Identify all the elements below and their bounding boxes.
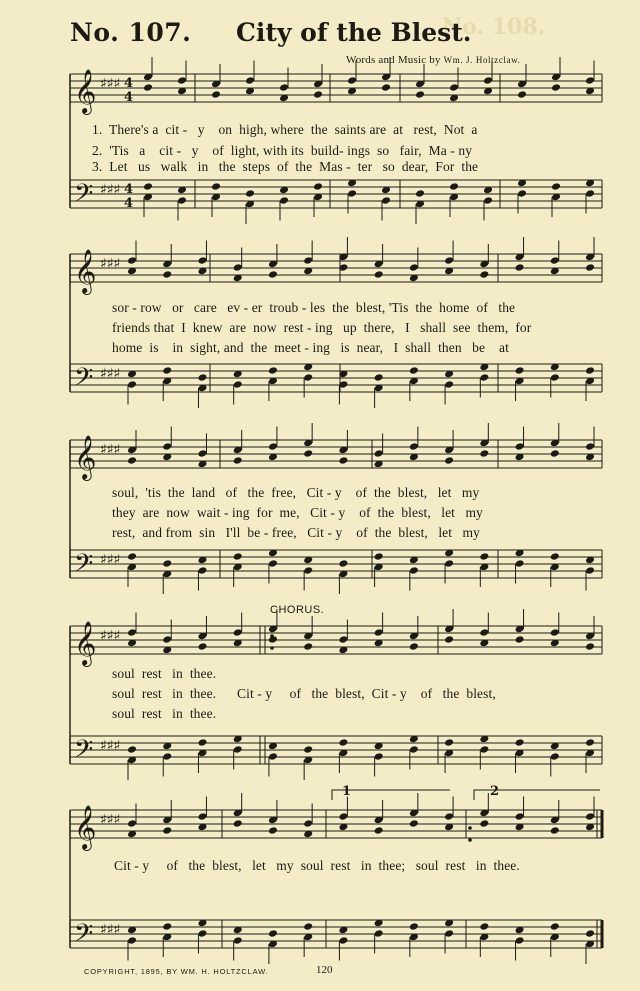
notehead — [197, 566, 207, 575]
notehead — [197, 449, 207, 458]
notehead — [303, 642, 313, 651]
bass-clef-icon: 𝄢 — [74, 919, 94, 954]
notehead — [162, 752, 172, 761]
notehead — [338, 559, 348, 568]
notehead — [483, 76, 493, 85]
notehead — [515, 559, 525, 568]
notehead — [279, 83, 289, 92]
notehead — [162, 922, 172, 931]
lyric-s4-v3: soul rest in thee. — [112, 706, 217, 721]
notehead — [550, 922, 560, 931]
notehead — [374, 449, 384, 458]
repeat-dot — [468, 838, 472, 842]
notehead — [585, 566, 595, 575]
notehead — [197, 812, 207, 821]
notehead — [409, 366, 419, 375]
notehead — [409, 819, 419, 828]
notehead — [550, 826, 560, 835]
notehead — [585, 366, 595, 375]
lyric-s5-v1: Cit - y of the blest, let my soul rest in thee; soul rest in thee. — [114, 858, 520, 873]
notehead — [409, 922, 419, 931]
hymn-number: No. 107. — [70, 18, 192, 47]
first-ending-label: 1 — [342, 784, 352, 799]
notehead — [585, 812, 595, 821]
key-signature-icon: ♯♯♯ — [100, 738, 121, 754]
notehead — [479, 745, 489, 754]
lyric-s2-v1: sor - row or care ev - er troub - les the blest, 'Tis the home of the — [112, 300, 516, 315]
notehead — [515, 442, 525, 451]
credit-prefix: Words and Music by — [346, 54, 444, 66]
key-signature-icon: ♯♯♯ — [100, 76, 121, 92]
notehead — [479, 552, 489, 561]
notehead — [444, 256, 454, 265]
notehead — [409, 566, 419, 575]
treble-clef-icon: 𝄞 — [74, 249, 97, 293]
lyric-s1-v3: 3. Let us walk in the steps of the Mas - ter so dear, For the — [92, 159, 479, 174]
notehead — [551, 182, 561, 191]
key-signature-icon: ♯♯♯ — [100, 256, 121, 272]
notehead — [303, 922, 313, 931]
lyric-s4-v1: soul rest in thee. — [112, 666, 217, 681]
notehead — [127, 456, 137, 465]
bass-clef-icon: 𝄢 — [74, 549, 94, 584]
notehead — [517, 90, 527, 99]
notehead — [585, 929, 595, 938]
notehead — [338, 936, 348, 945]
notehead — [233, 263, 243, 272]
notehead — [585, 263, 595, 272]
copyright-notice: COPYRIGHT, 1895, BY WM. H. HOLTZCLAW. — [84, 967, 269, 976]
notehead — [479, 373, 489, 382]
notehead — [233, 380, 243, 389]
lyric-s3-v3: rest, and from sin I'll be - free, Cit - y of the blest, let my — [112, 525, 481, 540]
notehead — [347, 76, 357, 85]
notehead — [409, 442, 419, 451]
notehead — [313, 182, 323, 191]
notehead — [585, 76, 595, 85]
notehead — [585, 642, 595, 651]
notehead — [338, 635, 348, 644]
notehead — [515, 738, 525, 747]
notehead — [233, 552, 243, 561]
notehead — [303, 256, 313, 265]
notehead — [415, 90, 425, 99]
notehead — [444, 380, 454, 389]
lyric-s3-v1: soul, 'tis the land of the free, Cit - y of the blest, let my — [112, 485, 480, 500]
notehead — [233, 745, 243, 754]
notehead — [374, 826, 384, 835]
notehead — [374, 628, 384, 637]
notehead — [233, 819, 243, 828]
notehead — [374, 552, 384, 561]
repeat-dot — [468, 826, 472, 830]
treble-clef-icon: 𝄞 — [74, 435, 97, 479]
notehead — [211, 182, 221, 191]
time-signature: 4 — [124, 196, 134, 211]
notehead — [268, 366, 278, 375]
repeat-dot — [270, 646, 274, 650]
lyric-s2-v2: friends that I knew are now rest - ing up there, I shall see them, for — [112, 320, 532, 335]
notehead — [550, 752, 560, 761]
notehead — [127, 380, 137, 389]
notehead — [162, 635, 172, 644]
notehead — [479, 922, 489, 931]
notehead — [303, 373, 313, 382]
notehead — [162, 366, 172, 375]
notehead — [381, 83, 391, 92]
notehead — [550, 373, 560, 382]
notehead — [515, 812, 525, 821]
notehead — [268, 442, 278, 451]
repeat-dot — [270, 634, 274, 638]
notehead — [338, 812, 348, 821]
notehead — [127, 745, 137, 754]
treble-clef-icon: 𝄞 — [74, 805, 97, 849]
notehead — [479, 449, 489, 458]
notehead — [245, 189, 255, 198]
notehead — [162, 826, 172, 835]
notehead — [374, 752, 384, 761]
notehead — [268, 826, 278, 835]
notehead — [585, 442, 595, 451]
lyric-s1-v2: 2. 'Tis a cit - y of light, with its build- ings so fair, Ma - ny — [92, 143, 473, 158]
notehead — [303, 566, 313, 575]
key-signature-icon: ♯♯♯ — [100, 182, 121, 198]
key-signature-icon: ♯♯♯ — [100, 366, 121, 382]
notehead — [127, 628, 137, 637]
notehead — [211, 90, 221, 99]
notehead — [303, 745, 313, 754]
notehead — [268, 270, 278, 279]
notehead — [268, 752, 278, 761]
notehead — [444, 929, 454, 938]
notehead — [585, 189, 595, 198]
notehead — [381, 196, 391, 205]
notehead — [449, 182, 459, 191]
time-signature: 4 — [124, 182, 134, 197]
time-signature: 4 — [124, 76, 134, 91]
notehead — [444, 559, 454, 568]
notehead — [444, 812, 454, 821]
chorus-label: CHORUS. — [270, 604, 325, 616]
notehead — [162, 442, 172, 451]
notehead — [347, 189, 357, 198]
notehead — [197, 256, 207, 265]
notehead — [449, 83, 459, 92]
notehead — [162, 270, 172, 279]
lyric-s2-v3: home is in sight, and the meet - ing is near, I shall then be at — [112, 340, 509, 355]
notehead — [338, 456, 348, 465]
notehead — [197, 929, 207, 938]
notehead — [303, 819, 313, 828]
lyric-s4-v2: soul rest in thee. Cit - y of the blest, Cit - y of the blest, — [112, 686, 496, 701]
notehead — [415, 189, 425, 198]
notehead — [233, 936, 243, 945]
key-signature-icon: ♯♯♯ — [100, 628, 121, 644]
notehead — [517, 189, 527, 198]
notehead — [268, 559, 278, 568]
notehead — [143, 83, 153, 92]
notehead — [127, 819, 137, 828]
notehead — [338, 738, 348, 747]
key-signature-icon: ♯♯♯ — [100, 812, 121, 828]
notehead — [279, 196, 289, 205]
notehead — [197, 642, 207, 651]
notehead — [444, 738, 454, 747]
notehead — [515, 366, 525, 375]
notehead — [313, 90, 323, 99]
notehead — [479, 819, 489, 828]
notehead — [177, 196, 187, 205]
notehead — [515, 635, 525, 644]
time-signature: 4 — [124, 90, 134, 105]
notehead — [585, 738, 595, 747]
notehead — [177, 76, 187, 85]
notehead — [479, 270, 489, 279]
bass-clef-icon: 𝄢 — [74, 179, 94, 214]
notehead — [409, 642, 419, 651]
notehead — [197, 373, 207, 382]
notehead — [374, 373, 384, 382]
notehead — [127, 936, 137, 945]
treble-clef-icon: 𝄞 — [74, 69, 97, 113]
notehead — [550, 552, 560, 561]
bass-clef-icon: 𝄢 — [74, 363, 94, 398]
credit-name: Wm. J. Holtzclaw. — [443, 55, 521, 65]
notehead — [515, 263, 525, 272]
notehead — [268, 929, 278, 938]
lyric-s3-v2: they are now wait - ing for me, Cit - y of the blest, let my — [112, 505, 483, 520]
second-ending-label: 2 — [490, 784, 500, 799]
notehead — [127, 256, 137, 265]
page-number: 120 — [316, 964, 333, 976]
show-through-text: No. 108. — [442, 14, 546, 40]
notehead — [550, 256, 560, 265]
notehead — [409, 263, 419, 272]
notehead — [483, 196, 493, 205]
notehead — [127, 552, 137, 561]
lyric-s1-v1: 1. There's a cit - y on high, where the saints are at rest, Not a — [92, 122, 478, 137]
notehead — [303, 449, 313, 458]
notehead — [245, 76, 255, 85]
notehead — [550, 449, 560, 458]
notehead — [444, 635, 454, 644]
notehead — [444, 456, 454, 465]
key-signature-icon: ♯♯♯ — [100, 442, 121, 458]
hymn-title: City of the Blest. — [236, 18, 472, 47]
notehead — [374, 929, 384, 938]
notehead — [197, 738, 207, 747]
notehead — [143, 182, 153, 191]
notehead — [479, 628, 489, 637]
notehead — [233, 456, 243, 465]
bass-clef-icon: 𝄢 — [74, 735, 94, 770]
notehead — [233, 628, 243, 637]
notehead — [551, 83, 561, 92]
notehead — [409, 745, 419, 754]
key-signature-icon: ♯♯♯ — [100, 922, 121, 938]
key-signature-icon: ♯♯♯ — [100, 552, 121, 568]
notehead — [515, 936, 525, 945]
notehead — [550, 628, 560, 637]
treble-clef-icon: 𝄞 — [74, 621, 97, 665]
notehead — [374, 270, 384, 279]
notehead — [162, 559, 172, 568]
